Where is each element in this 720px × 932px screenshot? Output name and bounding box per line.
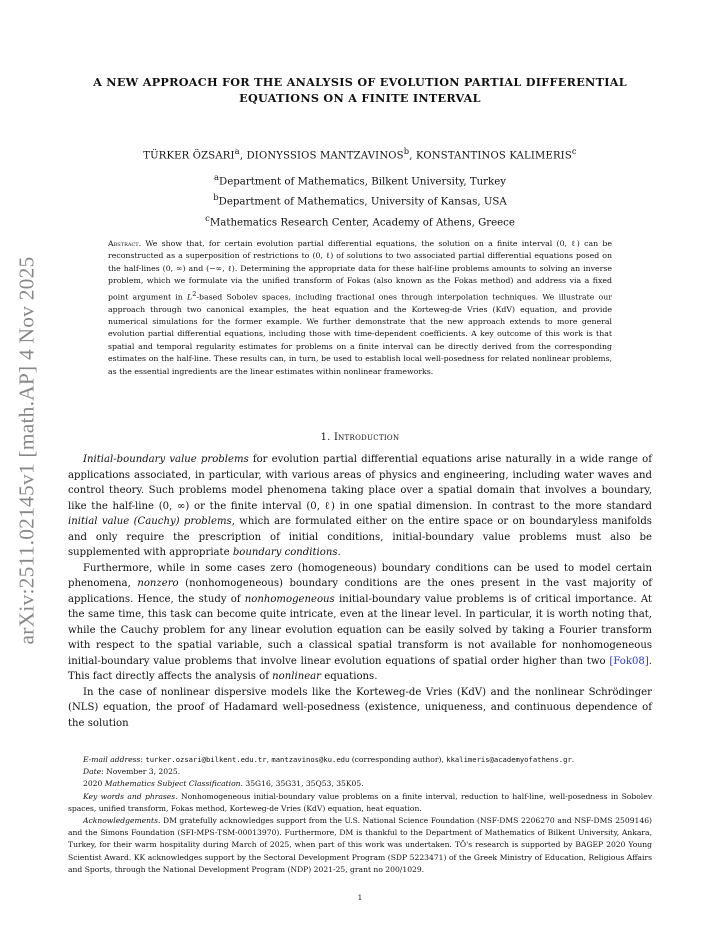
text: In the case of nonlinear dispersive models like the Korteweg-de Vries (KdV) and the nonlinear Schrödinger (NLS) equation, the proof of Hadamard well-posedness (existence, uniqueness, and continuous dependence of the solution bbox=[68, 686, 652, 729]
math-l2: L bbox=[187, 292, 193, 302]
footnote-label: E-mail address bbox=[83, 755, 141, 764]
math-l2-exponent: 2 bbox=[192, 289, 197, 298]
text: DM gratefully acknowledges support from the U.S. National Science Foundation (NSF-DMS 2206270 and NSF-DMS 2509146) and the Simons Foundation (SFI-MPS-TSM-00013970). Furthermore, DM is thankful to the Department of Mathematics of Bilkent University, Ankara, Turkey, for their warm hospitality during March of 2025, when part of this work was undertaken. TÖ's research is supported by BAGEP 2020 Young Scientist Award. KK acknowledges support by the Sectoral Development Program (SDP 5223471) of the Greek Ministry of Education, Religious Affairs and Sports, through the National Development Program (NDP) 2021-25, grant no 200/1029. bbox=[68, 816, 652, 874]
footnote-label: Key words and phrases. bbox=[83, 791, 178, 801]
text: . bbox=[337, 547, 341, 558]
email-footnote bbox=[68, 754, 652, 766]
abstract-text: -based Sobolev spaces, including fractional ones through interpolation techniques. We illustrate our approach through two canonical examples, the heat equation and the Korteweg-de Vries (KdV) equation, and provide numerical simulations for the former example. We further demonstrate that the new approach extends to more general evolution partial differential equations, including those with time-dependent coefficients. A key outcome of this work is that spatial and temporal regularity estimates for problems on a finite interval can be directly derived from the corresponding estimates on the half-line. These results can, in turn, be used to establish local well-posedness for related nonlinear problems, as the essential ingredients are the linear estimates within nonlinear frameworks. bbox=[108, 292, 612, 376]
text: for evolution partial differential equations arise naturally in a wide range of applications associated, in particular, with various areas of physics and engineering, including water waves and control theory. Such problems model phenomena taking place over a spatial domain that involves a boundary, like the half-line (0, ∞) or the finite interval (0, ℓ) in one spatial dimension. In contrast to the more standard bbox=[68, 454, 652, 512]
author-affil-marker: c bbox=[571, 146, 577, 156]
emphasis: Initial-boundary value problems bbox=[83, 454, 249, 465]
author-affil-marker: b bbox=[403, 146, 410, 156]
text: Nonhomogeneous initial-boundary value problems on a finite interval, reduction to half-line, well-posedness in Sobolev spaces, unified transform, Fokas method, Korteweg-de Vries (KdV) equation, heat equation. bbox=[68, 791, 652, 813]
section-number: 1. bbox=[320, 432, 334, 443]
affiliations bbox=[60, 170, 660, 231]
date-footnote bbox=[68, 766, 652, 778]
affiliation-line bbox=[60, 190, 660, 210]
citation-link[interactable]: [Fok08] bbox=[609, 655, 649, 667]
section-heading bbox=[60, 432, 660, 443]
text: : bbox=[140, 755, 146, 764]
affil-marker: b bbox=[213, 193, 219, 204]
paragraph bbox=[68, 685, 652, 732]
text: (corresponding author), bbox=[349, 755, 447, 764]
author-affil-marker: a bbox=[234, 146, 240, 156]
author-name: DIONYSSIOS MANTZAVINOS bbox=[246, 150, 404, 162]
abstract-text: We show that, for certain evolution partial differential equations, the solution on a finite interval (0, ℓ) can be reconstructed as a superposition of restrictions to (0, ℓ) of solutions to two associated partial differential equations posed on the half-lines (0, ∞) and (−∞, ℓ). Determining the appropriate data for these half-line problems amounts to solving an inverse problem, which we formulate via the unified transform of Fokas (also known as the Fokas method) and address via a fixed point argument in bbox=[108, 239, 612, 302]
footnote-label: Date bbox=[83, 767, 102, 777]
emphasis: nonhomogeneous bbox=[244, 593, 335, 605]
email-address[interactable]: turker.ozsari@bilkent.edu.tr bbox=[145, 755, 267, 764]
footnote-label: Acknowledgements. bbox=[83, 816, 161, 826]
text: . This fact directly affects the analysis of bbox=[68, 655, 652, 682]
abstract-label: Abstract. bbox=[108, 239, 142, 248]
text: , bbox=[266, 755, 272, 764]
affil-text: Department of Mathematics, Bilkent University, Turkey bbox=[219, 176, 507, 188]
affil-marker: c bbox=[205, 213, 210, 224]
author-name: TÜRKER ÖZSARI bbox=[143, 150, 235, 162]
affil-text: Department of Mathematics, University of Kansas, USA bbox=[218, 196, 507, 208]
acknowledgements-footnote bbox=[68, 815, 652, 876]
paragraph bbox=[68, 561, 652, 685]
text: , which are formulated either on the entire space or on boundaryless manifolds and only require the prescription of initial conditions, initial-boundary value problems must also be supplemented with appropriate bbox=[68, 516, 652, 558]
author-separator: , bbox=[239, 150, 247, 162]
author-name: KONSTANTINOS KALIMERIS bbox=[416, 150, 572, 162]
affiliation-line bbox=[60, 170, 660, 190]
introduction-body bbox=[68, 452, 652, 731]
emphasis: nonlinear bbox=[272, 671, 322, 682]
text: Furthermore, while in some cases zero (homogeneous) boundary conditions can be used to model certain phenomena, bbox=[68, 562, 652, 589]
paragraph bbox=[68, 452, 652, 561]
text: : November 3, 2025. bbox=[101, 767, 181, 777]
text: equations. bbox=[321, 671, 378, 682]
text: (nonhomogeneous) boundary conditions are the ones present in the vast majority of applications. Hence, the study of bbox=[68, 578, 653, 605]
paper-title: A NEW APPROACH FOR THE ANALYSIS OF EVOLUTION PARTIAL DIFFERENTIAL EQUATIONS ON A FINITE INTERVAL bbox=[93, 75, 627, 105]
footnote-label: Mathematics Subject Classification. bbox=[104, 779, 243, 789]
email-address[interactable]: kkalimeris@academyofathens.gr bbox=[446, 755, 572, 764]
affil-marker: a bbox=[213, 173, 220, 183]
text: . bbox=[571, 755, 575, 764]
emphasis: initial value (Cauchy) problems bbox=[68, 516, 232, 527]
affil-text: Mathematics Research Center, Academy of Athens, Greece bbox=[209, 217, 515, 229]
msc-footnote bbox=[68, 778, 652, 790]
emphasis: nonzero bbox=[137, 578, 179, 589]
emphasis: boundary conditions bbox=[232, 547, 338, 558]
author-separator: , bbox=[409, 150, 417, 162]
keywords-footnote bbox=[68, 791, 652, 815]
section-title: Introduction bbox=[333, 432, 400, 443]
affiliation-line bbox=[60, 211, 660, 231]
page-number: 1 bbox=[357, 893, 363, 902]
author-list bbox=[60, 146, 660, 161]
arxiv-stamp bbox=[7, 250, 47, 650]
text: initial-boundary value problems is of critical importance. At the same time, this task can become quite intricate, even at the linear level. In particular, it is worth noting that, while the Cauchy problem for any linear evolution equation can be easily solved by taking a Fourier transform with respect to the spatial variable, such a classical spatial transform is not available for nonhomogeneous initial-boundary value problems that involve linear evolution equations of spatial order higher than two bbox=[68, 593, 652, 667]
abstract bbox=[108, 238, 612, 378]
email-address[interactable]: mantzavinos@ku.edu bbox=[271, 755, 350, 764]
text: 2020 bbox=[83, 779, 105, 789]
front-matter-footnotes bbox=[68, 754, 652, 876]
text: 35G16, 35G31, 35Q53, 35K05. bbox=[242, 779, 364, 789]
arxiv-identifier: arXiv:2511.02145v1 [math.AP] 4 Nov 2025 bbox=[14, 256, 39, 644]
